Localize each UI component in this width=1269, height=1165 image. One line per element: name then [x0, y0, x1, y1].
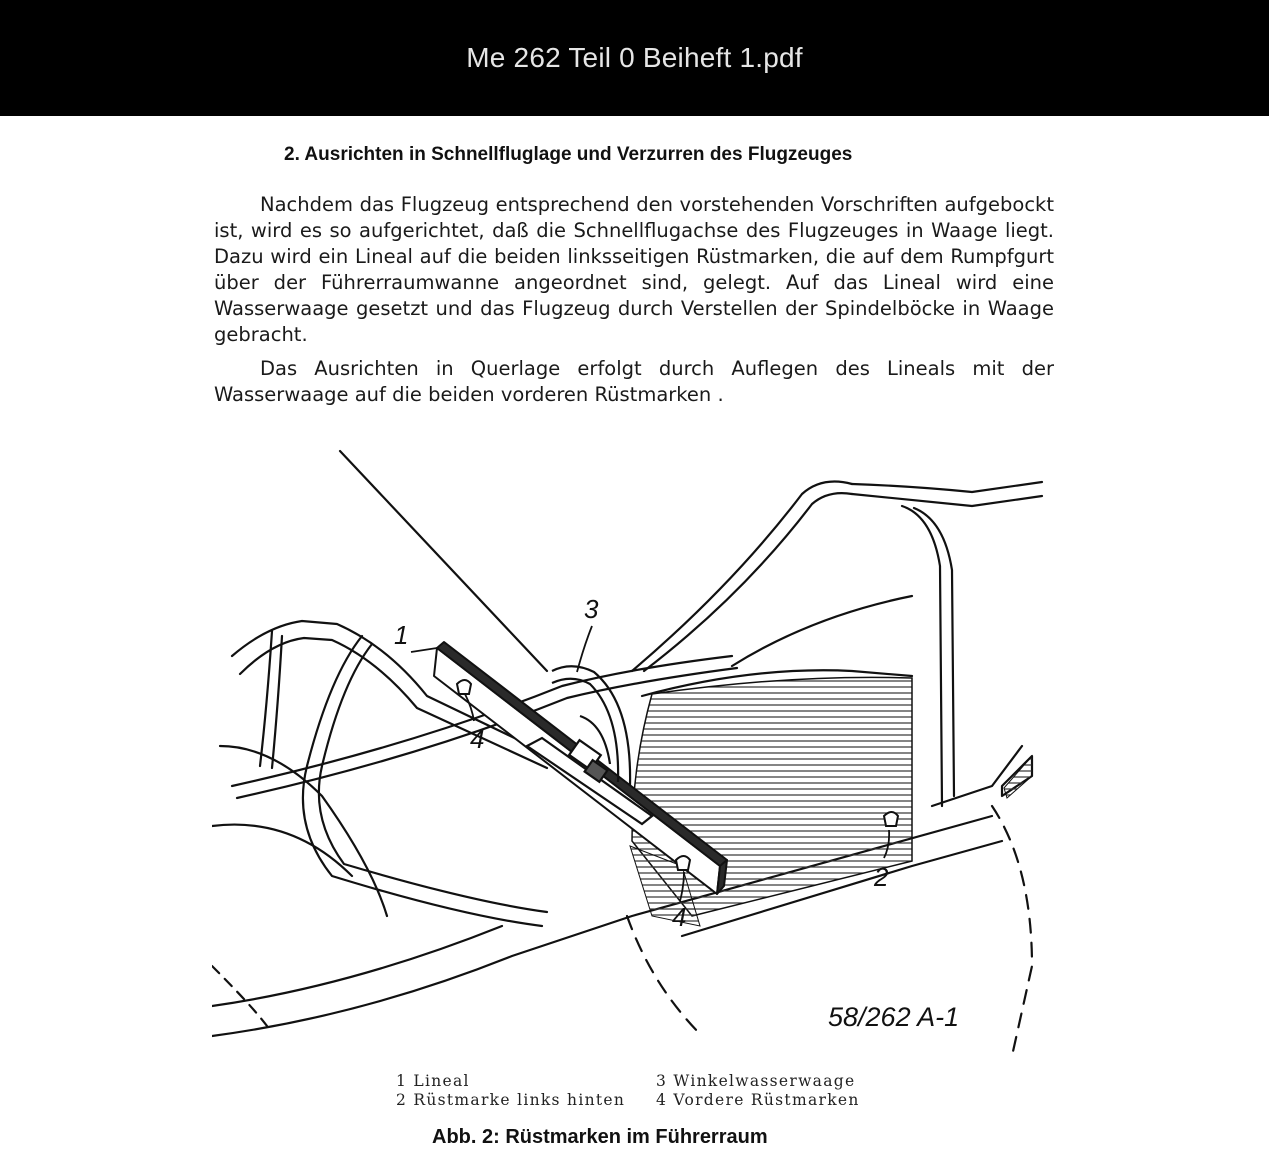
callout-2: 2 [874, 862, 889, 892]
paragraph-2: Das Ausrichten in Querlage erfolgt durch Auflegen des Lineals mit der Wasserwaage auf die beiden vorderen Rüstmarken . [214, 357, 1054, 406]
callout-1: 1 [394, 620, 409, 650]
pdf-page[interactable] [0, 116, 1269, 1165]
figure-legend [396, 1072, 916, 1110]
legend-row [396, 1072, 916, 1091]
legend-item-1: 1 Lineal [396, 1072, 470, 1090]
callout-3: 3 [584, 594, 599, 624]
legend-row [396, 1091, 916, 1110]
cockpit-technical-drawing [212, 446, 1062, 1066]
reference-line [340, 451, 547, 671]
legend-item-3: 3 Winkelwasserwaage [656, 1072, 856, 1090]
document-title-bar [0, 0, 1269, 116]
callout-4-left: 4 [470, 724, 485, 754]
callout-4-lower: 4 [672, 902, 687, 932]
legend-item-4: 4 Vordere Rüstmarken [656, 1091, 860, 1109]
document-title: Me 262 Teil 0 Beiheft 1.pdf [466, 42, 803, 73]
paragraph-1: Nachdem das Flugzeug entsprechend den vorstehenden Vorschriften aufgebockt ist, wird es so aufgerichtet, daß die Schnellflugachse des Flugzeuges in Waage liegt. Dazu wird ein Lineal auf die beiden linksseitigen Rüstmarken, die auf dem Rumpfgurt über der Führerraumwanne angeordnet sind, gelegt. Auf das Lineal wird eine Wasserwaage gesetzt und das Flugzeug durch Verstellen der Spindelböcke in Waage gebracht. [214, 193, 1054, 346]
section-heading: 2. Ausrichten in Schnellfluglage und Verzurren des Flugzeuges [284, 144, 853, 165]
legend-item-2: 2 Rüstmarke links hinten [396, 1091, 626, 1109]
drawing-id: 58/262 A-1 [828, 1002, 960, 1032]
figure-caption: Abb. 2: Rüstmarken im Führerraum [432, 1126, 768, 1148]
